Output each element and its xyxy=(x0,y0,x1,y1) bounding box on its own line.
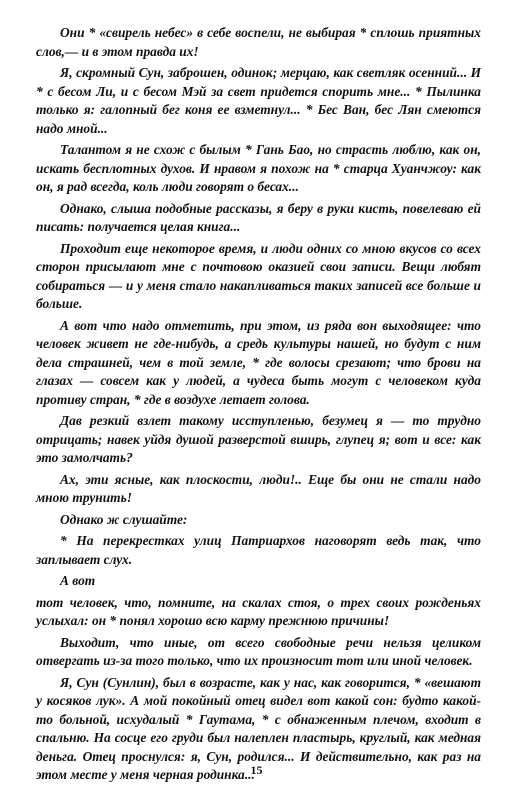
paragraph-10: * На перекрестках улиц Патриархов наговорят ведь так, что заплывает слух. xyxy=(36,533,481,567)
paragraph-13: Выходит, что иные, от всего свободные речи нельзя целиком отвергать из-за того только, что их произносит тот или иной человек. xyxy=(36,634,481,668)
paragraph-8: Ах, эти ясные, как плоскости, люди!.. Еще бы они не стали надо мною трунить! xyxy=(36,471,481,505)
paragraph-2: Я, скромный Сун, заброшен, одинок; мерцаю, как светляк осенний... И * с бесом Ли, и с бесом Мэй за свет придется спорить мне... * Пылинка только я: галопный бег коня ее взметнул... * Бес Ван, бес Лян смеются надо мной... xyxy=(36,65,481,136)
paragraph-9: Однако ж слушайте: xyxy=(60,511,188,527)
page-number: 15 xyxy=(250,763,263,777)
paragraph-14: Я, Сун (Сунлин), был в возрасте, как у нас, как говорится, * «вешают у косяков лук». А мой покойный отец видел вот какой сон: будто какой-то больной, исхудалый * Гаутама, * с обнаженным плечом, входит в спальню. На сосце его груди был налеплен пластырь, круглый, как медная деньга. Отец проснулся: я, Сун, родился... И действительно, как раз на этом месте у меня черная родинка... xyxy=(36,674,481,782)
paragraph-3: Талантом я не схож с былым * Гань Бао, но страсть люблю, как он, искать бесплотных духов. И нравом я похож на * старца Хуанчжоу: как он, я рад всегда, коль люди говорят о бесах... xyxy=(36,142,481,194)
paragraph-11: А вот xyxy=(60,573,96,588)
paragraph-4: Однако, слыша подобные рассказы, я беру в руки кисть, повелеваю ей писать: получается целая книга... xyxy=(36,200,481,234)
paragraph-6: А вот что надо отметить, при этом, из ряда вон выходящее: что человек живет не где-нибудь, а средь культуры нашей, но будут с ним дела страшней, чем в той земле, * где волосы срезают; что брови на глазах — совсем как у людей, а чудеса быть могут с человеком куда противу стран, * где в воздухе летает голова. xyxy=(36,317,481,407)
paragraph-5: Проходит еще некоторое время, и люди одних со мною вкусов со всех сторон присылают мне с почтовою оказией свои записи. Вещи любят собираться — и у меня стало накапливаться таких записей все больше и больше. xyxy=(36,240,481,311)
paragraph-7: Дав резкий взлет такому исступленью, безумец я — то трудно отрицать; навек уйдя душой разверстой вширь, глупец я; вот и все: как это замолчать? xyxy=(36,413,481,465)
body-text xyxy=(36,24,481,788)
paragraph-1: Они * «свирель небес» в себе воспели, не выбирая * сплошь приятных слов,— и в этом правда их! xyxy=(36,25,481,59)
paragraph-12: тот человек, что, помните, на скалах стоя, о трех своих рожденьях услыхал: он * понял хорошо всю карму прежнюю причины! xyxy=(36,594,481,628)
